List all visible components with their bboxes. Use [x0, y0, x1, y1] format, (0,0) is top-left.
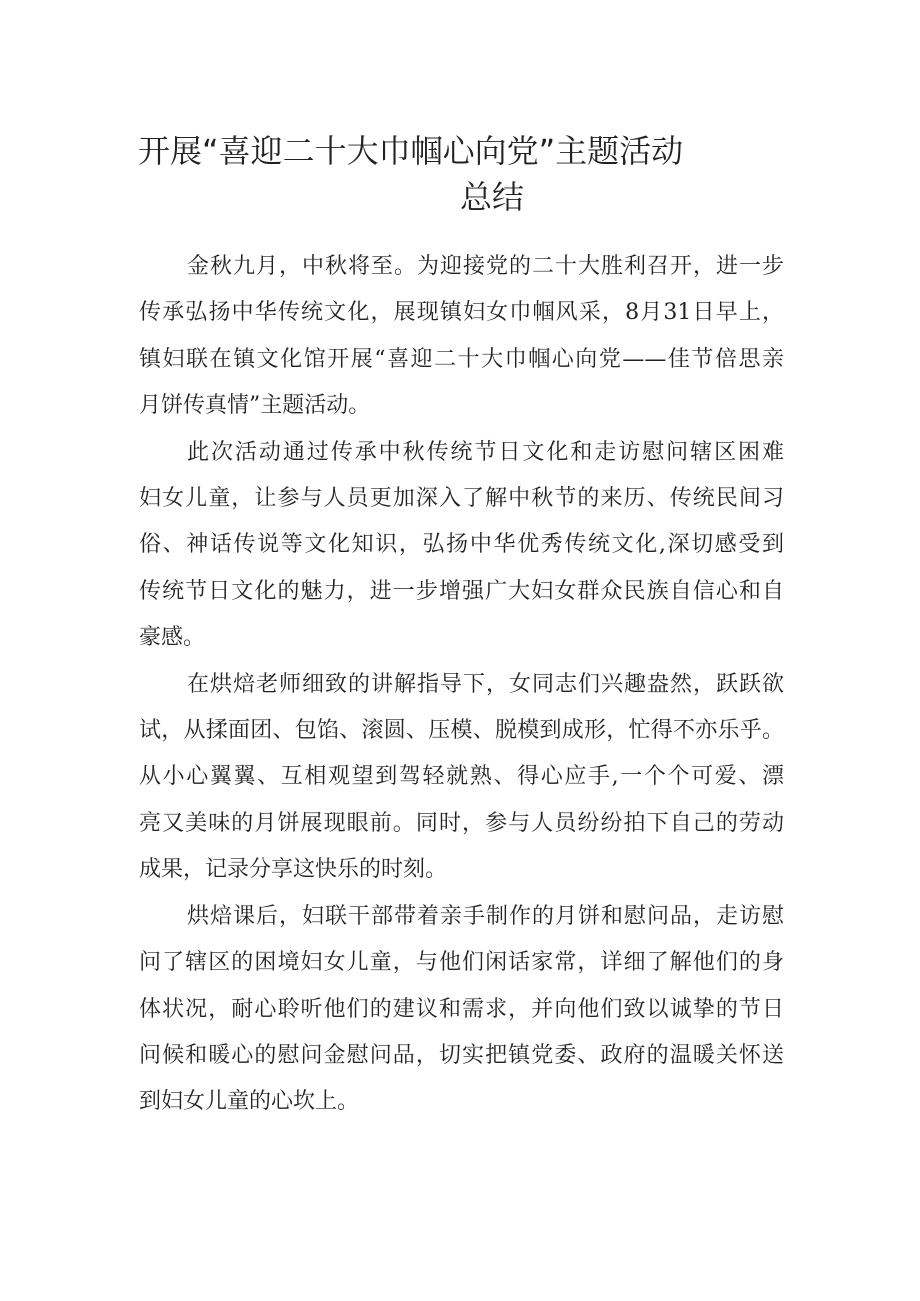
paragraph-line: 烘焙课后，妇联干部带着亲手制作的月饼和慰问品，走访慰 — [187, 903, 784, 929]
paragraph-line: 传承弘扬中华传统文化，展现镇妇女巾帼风采，8月31日早上， — [139, 300, 784, 326]
paragraph-line: 金秋九月，中秋将至。为迎接党的二十大胜利召开，进一步 — [187, 254, 784, 279]
title-line-2: 总结 — [460, 178, 525, 216]
paragraph-line: 体状况，耐心聆听他们的建议和需求，并向他们致以诚挚的节日 — [139, 996, 784, 1022]
paragraph-2 — [139, 430, 784, 662]
paragraph-line: 试，从揉面团、包馅、滚圆、压模、脱模到成形，忙得不亦乐乎。 — [139, 718, 784, 744]
title-line-1: 开展“喜迎二十大巾帼心向党”主题活动 — [138, 132, 684, 170]
paragraph-3 — [139, 662, 784, 894]
paragraph-line: 在烘焙老师细致的讲解指导下，女同志们兴趣盎然，跃跃欲 — [187, 671, 784, 697]
paragraph-line: 成果，记录分享这快乐的时刻。 — [139, 857, 448, 883]
paragraph-1 — [139, 244, 784, 430]
paragraph-line: 从小心翼翼、互相观望到驾轻就熟、得心应手,一个个可爱、漂 — [139, 764, 784, 790]
paragraph-line: 问了辖区的困境妇女儿童，与他们闲话家常，详细了解他们的身 — [139, 950, 784, 976]
paragraph-line: 到妇女儿童的心坎上。 — [139, 1089, 360, 1115]
document-title — [138, 128, 838, 220]
paragraph-line: 亮又美味的月饼展现眼前。同时，参与人员纷纷拍下自己的劳动 — [139, 810, 784, 836]
paragraph-line: 俗、神话传说等文化知识，弘扬中华优秀传统文化,深切感受到 — [139, 532, 784, 558]
paragraph-line: 妇女儿童，让参与人员更加深入了解中秋节的来历、传统民间习 — [139, 486, 784, 512]
paragraph-line: 镇妇联在镇文化馆开展“喜迎二十大巾帼心向党——佳节倍思亲 — [139, 346, 784, 372]
paragraph-line: 豪感。 — [139, 625, 206, 651]
paragraph-line: 此次活动通过传承中秋传统节日文化和走访慰问辖区困难 — [187, 439, 784, 465]
paragraph-4 — [139, 894, 784, 1126]
paragraph-line: 传统节日文化的魅力，进一步增强广大妇女群众民族自信心和自 — [139, 578, 784, 604]
paragraph-line: 月饼传真情”主题活动。 — [139, 393, 371, 419]
document-body — [139, 244, 784, 1126]
paragraph-line: 问候和暖心的慰问金慰问品，切实把镇党委、政府的温暖关怀送 — [139, 1042, 784, 1068]
